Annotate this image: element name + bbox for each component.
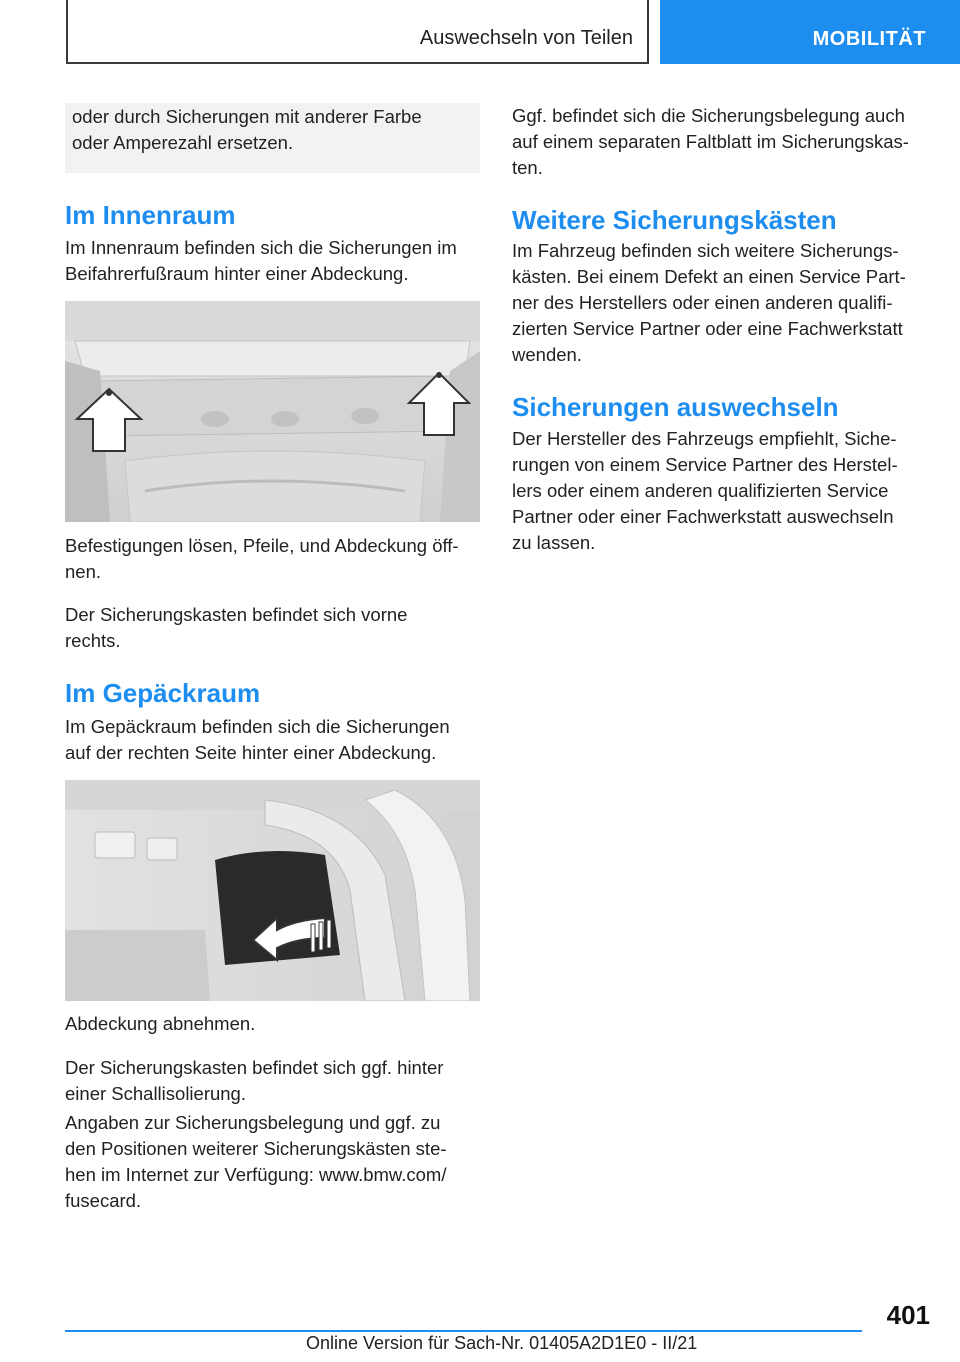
text-line: lers oder einem anderen qualifizierten Service: [512, 480, 889, 501]
text-line: zu lassen.: [512, 532, 596, 553]
chapter-title: MOBILITÄT: [812, 27, 926, 50]
note-line: oder durch Sicherungen mit anderer Farbe: [72, 106, 422, 127]
text-line: rungen von einem Service Partner des Herstel‐: [512, 454, 898, 475]
text-line: Abdeckung abnehmen.: [65, 1013, 256, 1034]
text-line: Der Hersteller des Fahrzeugs empfiehlt, Siche‐: [512, 428, 897, 449]
paragraph-innenraum-step: [65, 533, 485, 585]
paragraph-innenraum-intro: [65, 235, 485, 287]
text-line: rechts.: [65, 630, 121, 651]
heading-gepaeckraum: Im Gepäckraum: [65, 678, 261, 708]
footer-divider: [65, 1330, 862, 1332]
paragraph-gepaeckraum-isolation: [65, 1055, 485, 1107]
text-line: Der Sicherungskasten befindet sich vorne: [65, 604, 408, 625]
header-section-tab: [66, 0, 649, 64]
text-line: Der Sicherungskasten befindet sich ggf. hinter: [65, 1057, 444, 1078]
text-line: einer Schallisolierung.: [65, 1083, 246, 1104]
text-line: kästen. Bei einem Defekt an einen Service Part‐: [512, 266, 906, 287]
photo-footwell-cover: [65, 301, 480, 522]
text-line: Im Innenraum befinden sich die Sicherungen im: [65, 237, 457, 258]
text-line: Beifahrerfußraum hinter einer Abdeckung.: [65, 263, 409, 284]
paragraph-fusecard: [65, 1110, 485, 1214]
text-line: Im Fahrzeug befinden sich weitere Sicherungs‐: [512, 240, 899, 261]
note-box: [65, 103, 480, 173]
online-version-note: Online Version für Sach-Nr. 01405A2D1E0 - II/21: [306, 1333, 698, 1353]
text-line: Angaben zur Sicherungsbelegung und ggf. zu: [65, 1112, 441, 1133]
paragraph-faltblatt: [512, 103, 932, 181]
text-line: fusecard.: [65, 1190, 142, 1211]
header-chapter-tab: [660, 0, 960, 64]
paragraph-weitere: [512, 238, 932, 368]
paragraph-innenraum-location: [65, 602, 485, 654]
page-number: 401: [886, 1300, 930, 1330]
text-line: Im Gepäckraum befinden sich die Sicherungen: [65, 716, 450, 737]
text-line: nen.: [65, 561, 102, 582]
heading-sicherungen-auswechseln: Sicherungen auswechseln: [512, 392, 839, 422]
text-line: wenden.: [512, 344, 582, 365]
text-line: den Positionen weiterer Sicherungskästen ste‐: [65, 1138, 447, 1159]
text-line: auf der rechten Seite hinter einer Abdeckung.: [65, 742, 437, 763]
heading-weitere-sicherungskaesten: Weitere Sicherungskästen: [512, 205, 837, 235]
note-line: oder Amperezahl ersetzen.: [72, 132, 294, 153]
text-line: Befestigungen lösen, Pfeile, und Abdeckung öff‐: [65, 535, 459, 556]
text-line: auf einem separaten Faltblatt im Sicherungskas‐: [512, 131, 909, 152]
text-line: ner des Herstellers oder einen anderen qualifi‐: [512, 292, 893, 313]
section-title: Auswechseln von Teilen: [419, 26, 633, 49]
paragraph-gepaeckraum-step: [65, 1011, 485, 1037]
text-line: Partner oder einer Fachwerkstatt auswechseln: [512, 506, 894, 527]
text-line: ten.: [512, 157, 543, 178]
heading-innenraum: Im Innenraum: [65, 200, 236, 230]
text-line: Ggf. befindet sich die Sicherungsbelegung auch: [512, 105, 905, 126]
text-line: zierten Service Partner oder eine Fachwerkstatt: [512, 318, 903, 339]
text-line: hen im Internet zur Verfügung: www.bmw.com/: [65, 1164, 447, 1185]
photo-trunk-cover: [65, 780, 480, 1001]
paragraph-gepaeckraum-intro: [65, 714, 485, 766]
paragraph-auswechseln: [512, 426, 932, 556]
